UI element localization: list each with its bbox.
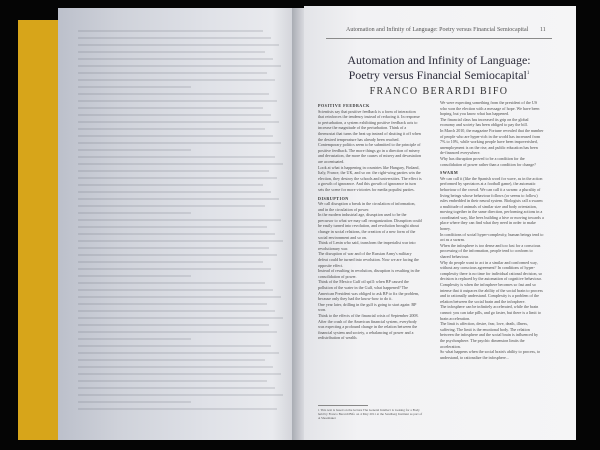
body-paragraph: One year later, drilling in the gulf is going to start again: BP won. bbox=[318, 301, 417, 313]
body-paragraph: The limit is affection, desire, fear, love, death, illness, suffering. The limit is the emotional body. The relation between the infosphere and the social brain is influenced by the psychosphere. The psychic dimension limits the acceleration. bbox=[440, 321, 539, 349]
body-paragraph: Think to the effects of the financial crisis of September 2008. After the crash of the American financial system, everybody was expecting a profound change in the relation between the financial system and society, a rebalancing of power and a redistribution of wealth. bbox=[318, 312, 419, 341]
text-column-right bbox=[440, 100, 544, 360]
show-through-line bbox=[78, 331, 277, 333]
show-through-line bbox=[78, 212, 191, 214]
body-paragraph: Instead of resulting in revolution, disruption is resulting in the consolidation of power. bbox=[318, 268, 420, 279]
body-paragraph: The financial class has increased its grip on the global economy and society has been obliged to pay the bill. bbox=[440, 116, 529, 128]
show-through-line bbox=[78, 296, 281, 298]
show-through-line bbox=[78, 233, 275, 235]
body-paragraph: The infosphere can be infinitely accelerated, while the brain cannot: you can take pills, and go faster, but there is a limit to brain acceleration. bbox=[440, 304, 541, 321]
show-through-line bbox=[78, 254, 277, 256]
page-number: 11 bbox=[540, 27, 546, 33]
running-head: Automation and Infinity of Language: Poetry versus Financial Semiocapital bbox=[346, 27, 529, 33]
show-through-line bbox=[78, 121, 279, 123]
show-through-line bbox=[78, 268, 271, 270]
section-heading: DISRUPTION bbox=[318, 195, 349, 201]
body-paragraph: Look at what is happening in countries like Hungary, Finland, Italy, France, the UK, and so on: the right-wing parties win the election, they destroy the schools and universities. The effect is a growth of ignorance. And this growth of ignorance in turn sets the scene for more victories for media populist parties. bbox=[318, 164, 422, 192]
show-through-line bbox=[78, 72, 267, 74]
article-title bbox=[326, 54, 552, 82]
show-through-line bbox=[78, 51, 265, 53]
body-paragraph: Scientists say that positive feedback is a form of interaction that reinforces the tendency instead of reducing it. In response to perturbation, a system exhibiting positive feedback acts to increase the magnitude of the perturbation. Think of a thermostat that turns the heat up instead of shutting it off when the desired temperature has already been reached. bbox=[318, 108, 421, 142]
show-through-line bbox=[78, 191, 271, 193]
show-through-line bbox=[78, 394, 283, 396]
body-paragraph: In the modern industrial age, disruption used to be the precursor to what we may call reorganization. Disruption could be easily turned into revolution, and revolution brought about change in social relations, the creation of a new form of the social environment and so on. bbox=[318, 212, 422, 240]
body-paragraph: Think of Lenin who said, transform the imperialist war into revolutionary war. bbox=[318, 240, 416, 251]
header-rule bbox=[326, 38, 552, 39]
show-through-line bbox=[78, 261, 263, 263]
show-through-line bbox=[78, 114, 271, 116]
show-through-line bbox=[78, 149, 191, 151]
show-through-line bbox=[78, 184, 263, 186]
show-through-line bbox=[78, 240, 283, 242]
author-name: FRANCO BERARDI BIFO bbox=[369, 86, 509, 97]
body-paragraph: In conditions of social hyper-complexity, human beings tend to act as a swarm. bbox=[440, 231, 544, 243]
show-through-line bbox=[78, 177, 277, 179]
body-paragraph: We were expecting something from the president of the US who won the election with a message of hope. We have been hoping, but you know what has happened. bbox=[440, 100, 540, 117]
show-through-line bbox=[78, 156, 275, 158]
body-paragraph: Think of the Mexico Gulf oil spill: when BP caused the pollution of the water in the Gulf, what happened? The American President was obliged to ask BP to fix the problem, because only they had the know-how to do it. bbox=[318, 279, 420, 302]
section-heading: POSITIVE FEEDBACK bbox=[318, 103, 370, 108]
show-through-line bbox=[78, 219, 281, 221]
show-through-line bbox=[78, 359, 265, 361]
show-through-line bbox=[78, 289, 273, 291]
body-paragraph: When the infosphere is too dense and too fast for a conscious processing of the information, people tend to conform to shared behaviour. bbox=[440, 242, 541, 260]
show-through-line bbox=[78, 86, 191, 88]
show-through-line bbox=[78, 30, 263, 32]
show-through-line bbox=[78, 401, 191, 403]
show-through-line bbox=[78, 142, 281, 144]
show-through-line bbox=[78, 310, 275, 312]
show-through-line bbox=[78, 226, 267, 228]
show-through-line bbox=[78, 345, 271, 347]
show-through-line bbox=[78, 58, 273, 60]
title-line-2: Poetry versus Financial Semiocapital bbox=[348, 68, 527, 82]
show-through-line bbox=[78, 408, 277, 410]
show-through-line bbox=[78, 37, 271, 39]
show-through-line bbox=[78, 163, 283, 165]
show-through-line bbox=[78, 324, 269, 326]
show-through-line bbox=[78, 338, 191, 340]
show-through-line bbox=[78, 352, 279, 354]
show-through-line bbox=[78, 170, 269, 172]
show-through-line bbox=[78, 247, 269, 249]
footnote: 1 This text is based on the lecture The General Intellect is looking for a Body held by Franco Berardi Bifo on 4 May 2011 at the Sandberg Instituut as part of A Shoemaker bbox=[318, 408, 423, 421]
title-line-1: Automation and Infinity of Language: bbox=[347, 53, 531, 67]
show-through-line bbox=[78, 135, 273, 137]
show-through-line bbox=[78, 205, 265, 207]
show-through-line bbox=[78, 275, 191, 277]
body-paragraph: Why do people want to act in a similar and conformed way, without any conscious agreement? In conditions of hyper-complexity there is no time for individual rational decision, so decision is replaced by the automation of cognitive behaviour. Complexity is when the infosphere becomes so fast and so intense that it outpaces the ability of the social brain to process and to rationally understand. Complexity is a problem of the relation between the social brain and the infosphere. bbox=[440, 259, 543, 304]
show-through-text bbox=[78, 30, 283, 420]
title-footnote-marker: 1 bbox=[526, 71, 530, 76]
show-through-line bbox=[78, 100, 277, 102]
body-paragraph: The disruption of war and of the Russian Army's military defeat could be turned into revolution. Now we are facing the opposite effect. bbox=[318, 251, 419, 268]
show-through-line bbox=[78, 373, 281, 375]
show-through-line bbox=[78, 198, 279, 200]
body-paragraph: Contemporary politics seem to be submitted to the principle of positive feedback. The more things go in a direction of misery and devastation, the more the causes of misery and devastation are accentuated. bbox=[318, 142, 421, 164]
show-through-line bbox=[78, 380, 267, 382]
show-through-line bbox=[78, 44, 279, 46]
footnote-rule bbox=[318, 405, 368, 406]
body-paragraph: In March 2010, the magazine Fortune revealed that the number of people who are hyper-rich in the world has increased from 7% to 10%, while working people have been impoverished, unemployment is on the rise, and public education has been de-financed everywhere. bbox=[440, 127, 544, 156]
show-through-line bbox=[78, 128, 265, 130]
show-through-line bbox=[78, 65, 281, 67]
section-heading: SWARM bbox=[440, 170, 459, 176]
body-paragraph: We can call it (like the Spanish word for wave, as in the action performed by spectators at a football game), the automatic behaviour of the crowd. We can call it a swarm: a plurality of living beings whose behaviour follows (or seems to follow) rules embedded in their neural system. Biologists call a swarm a multitude of animals of similar size and body orientation, moving together in the same direction, performing actions in a coordinated way, like bees building a hive or moving towards a place where they can find what they need in order to make honey. bbox=[440, 175, 544, 232]
show-through-line bbox=[78, 317, 283, 319]
body-paragraph: Why has disruption proved to be a condition for the consolidation of power rather than a condition for change? bbox=[440, 155, 536, 167]
show-through-line bbox=[78, 303, 267, 305]
show-through-line bbox=[78, 93, 269, 95]
body-paragraph: So what happens when the social brain's ability to process, to understand, to rationalize the infosphere... bbox=[440, 349, 541, 360]
show-through-line bbox=[78, 107, 263, 109]
body-paragraph: We call disruption a break in the circulation of information, and in the circulation of power. bbox=[318, 201, 416, 212]
show-through-line bbox=[78, 387, 275, 389]
show-through-line bbox=[78, 366, 273, 368]
show-through-line bbox=[78, 282, 265, 284]
show-through-line bbox=[78, 79, 275, 81]
text-column-left bbox=[318, 100, 422, 341]
